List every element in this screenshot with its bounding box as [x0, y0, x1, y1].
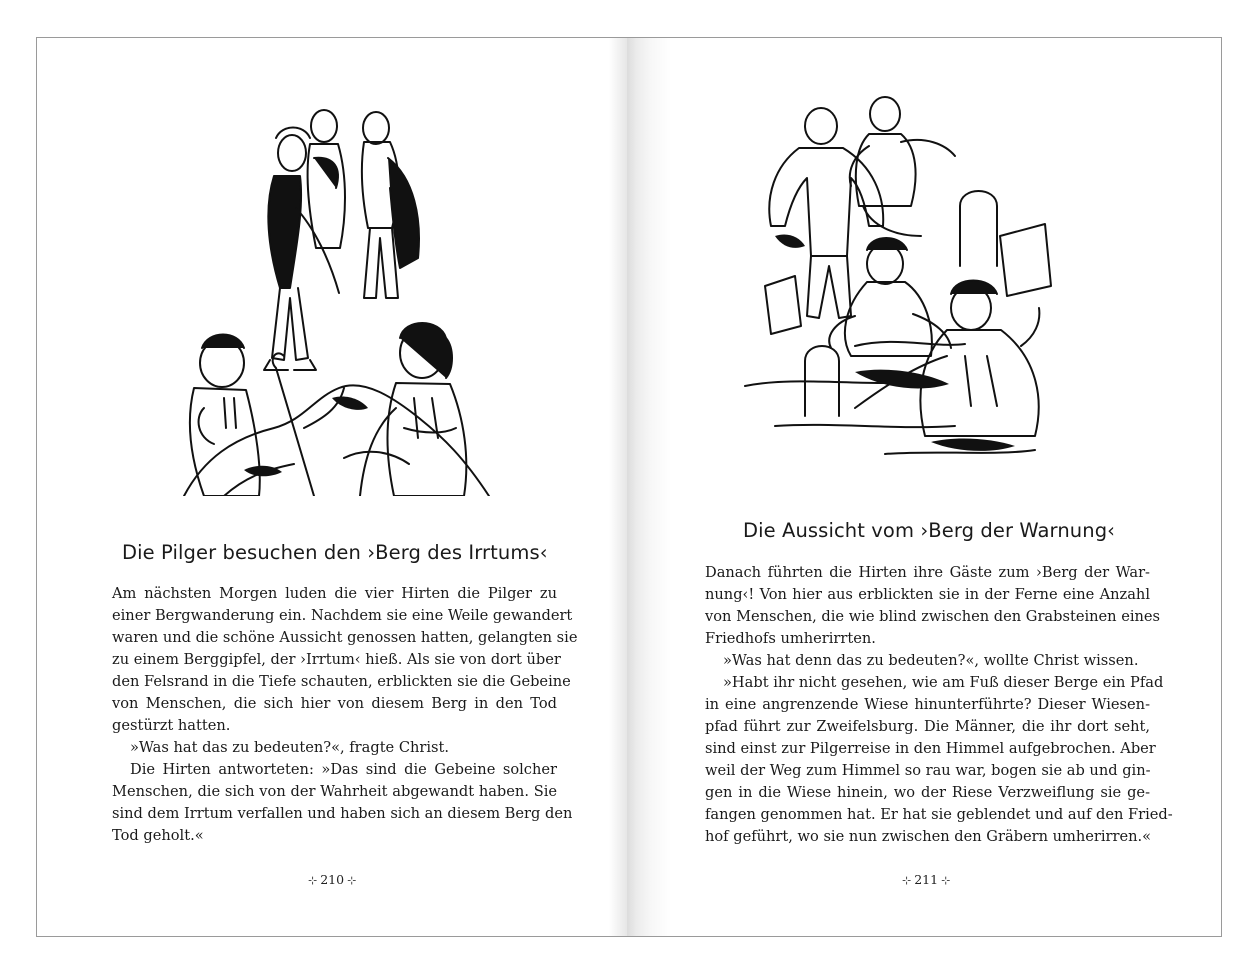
text-line: Friedhofs umherirrten. [705, 630, 876, 647]
illustration-drawing [735, 86, 1055, 474]
text-line: von Menschen, die wie blind zwischen den Grabsteinen eines [705, 608, 1161, 625]
text-line: von Menschen, die sich hier von diesem Berg in den Tod [112, 695, 557, 712]
chapter-title: Die Aussicht vom ›Berg der Warnung‹ [743, 519, 1116, 542]
page-number [899, 872, 953, 887]
text-line: weil der Weg zum Himmel so rau war, bogen sie ab und gin- [705, 762, 1151, 779]
text-line: »Habt ihr nicht gesehen, wie am Fuß dieser Berge ein Pfad [723, 674, 1164, 691]
body-text [112, 583, 578, 847]
page-number-value: 211 [914, 872, 939, 887]
text-line: zu einem Berggipfel, der ›Irrtum‹ hieß. Als sie von dort über [112, 651, 561, 668]
text-line: gen in die Wiese hinein, wo der Riese Verzweiflung sie ge- [705, 784, 1150, 801]
page-number [305, 872, 359, 887]
ornament-icon: ⊹ [941, 874, 951, 887]
text-line: gestürzt hatten. [112, 717, 231, 734]
text-line: pfad führt zur Zweifelsburg. Die Männer, die ihr dort seht, [705, 718, 1150, 735]
text-line: den Felsrand in die Tiefe schauten, erblickten sie die Gebeine [112, 673, 571, 690]
text-line: in eine angrenzende Wiese hinunterführte? Dieser Wiesen- [705, 696, 1150, 713]
text-line: Am nächsten Morgen luden die vier Hirten die Pilger zu [112, 585, 557, 602]
right-page [627, 38, 1221, 936]
text-line: »Was hat denn das zu bedeuten?«, wollte Christ wissen. [723, 652, 1139, 669]
illustration-drawing [164, 98, 494, 496]
text-line: nung‹! Von hier aus erblickten sie in der Ferne eine Anzahl [705, 586, 1150, 603]
text-line: Tod geholt.« [112, 827, 204, 844]
text-line: Danach führten die Hirten ihre Gäste zum ›Berg der War- [705, 564, 1150, 581]
text-line: hof geführt, wo sie nun zwischen den Gräbern umherirren.« [705, 828, 1152, 845]
text-line: waren und die schöne Aussicht genossen hatten, gelangten sie [112, 629, 578, 646]
text-line: fangen genommen hat. Er hat sie geblendet und auf den Fried- [705, 806, 1173, 823]
ornament-icon: ⊹ [347, 874, 357, 887]
text-line: sind dem Irrtum verfallen und haben sich an diesem Berg den [112, 805, 573, 822]
text-line: sind einst zur Pilgerreise in den Himmel aufgebrochen. Aber [705, 740, 1156, 757]
book-spread [36, 37, 1222, 937]
text-line: Menschen, die sich von der Wahrheit abgewandt haben. Sie [112, 783, 557, 800]
ornament-icon: ⊹ [308, 874, 318, 887]
text-line: Die Hirten antworteten: »Das sind die Gebeine solcher [130, 761, 557, 778]
chapter-title: Die Pilger besuchen den ›Berg des Irrtums‹ [122, 541, 548, 564]
page-number-value: 210 [320, 872, 345, 887]
illustration-graveyard-blind-men [735, 86, 1055, 474]
body-text [705, 562, 1173, 848]
ornament-icon: ⊹ [902, 874, 912, 887]
text-line: einer Bergwanderung ein. Nachdem sie eine Weile gewandert [112, 607, 573, 624]
left-page [37, 38, 627, 936]
illustration-pilgrims-hill-of-error [164, 98, 494, 496]
text-line: »Was hat das zu bedeuten?«, fragte Christ. [130, 739, 450, 756]
